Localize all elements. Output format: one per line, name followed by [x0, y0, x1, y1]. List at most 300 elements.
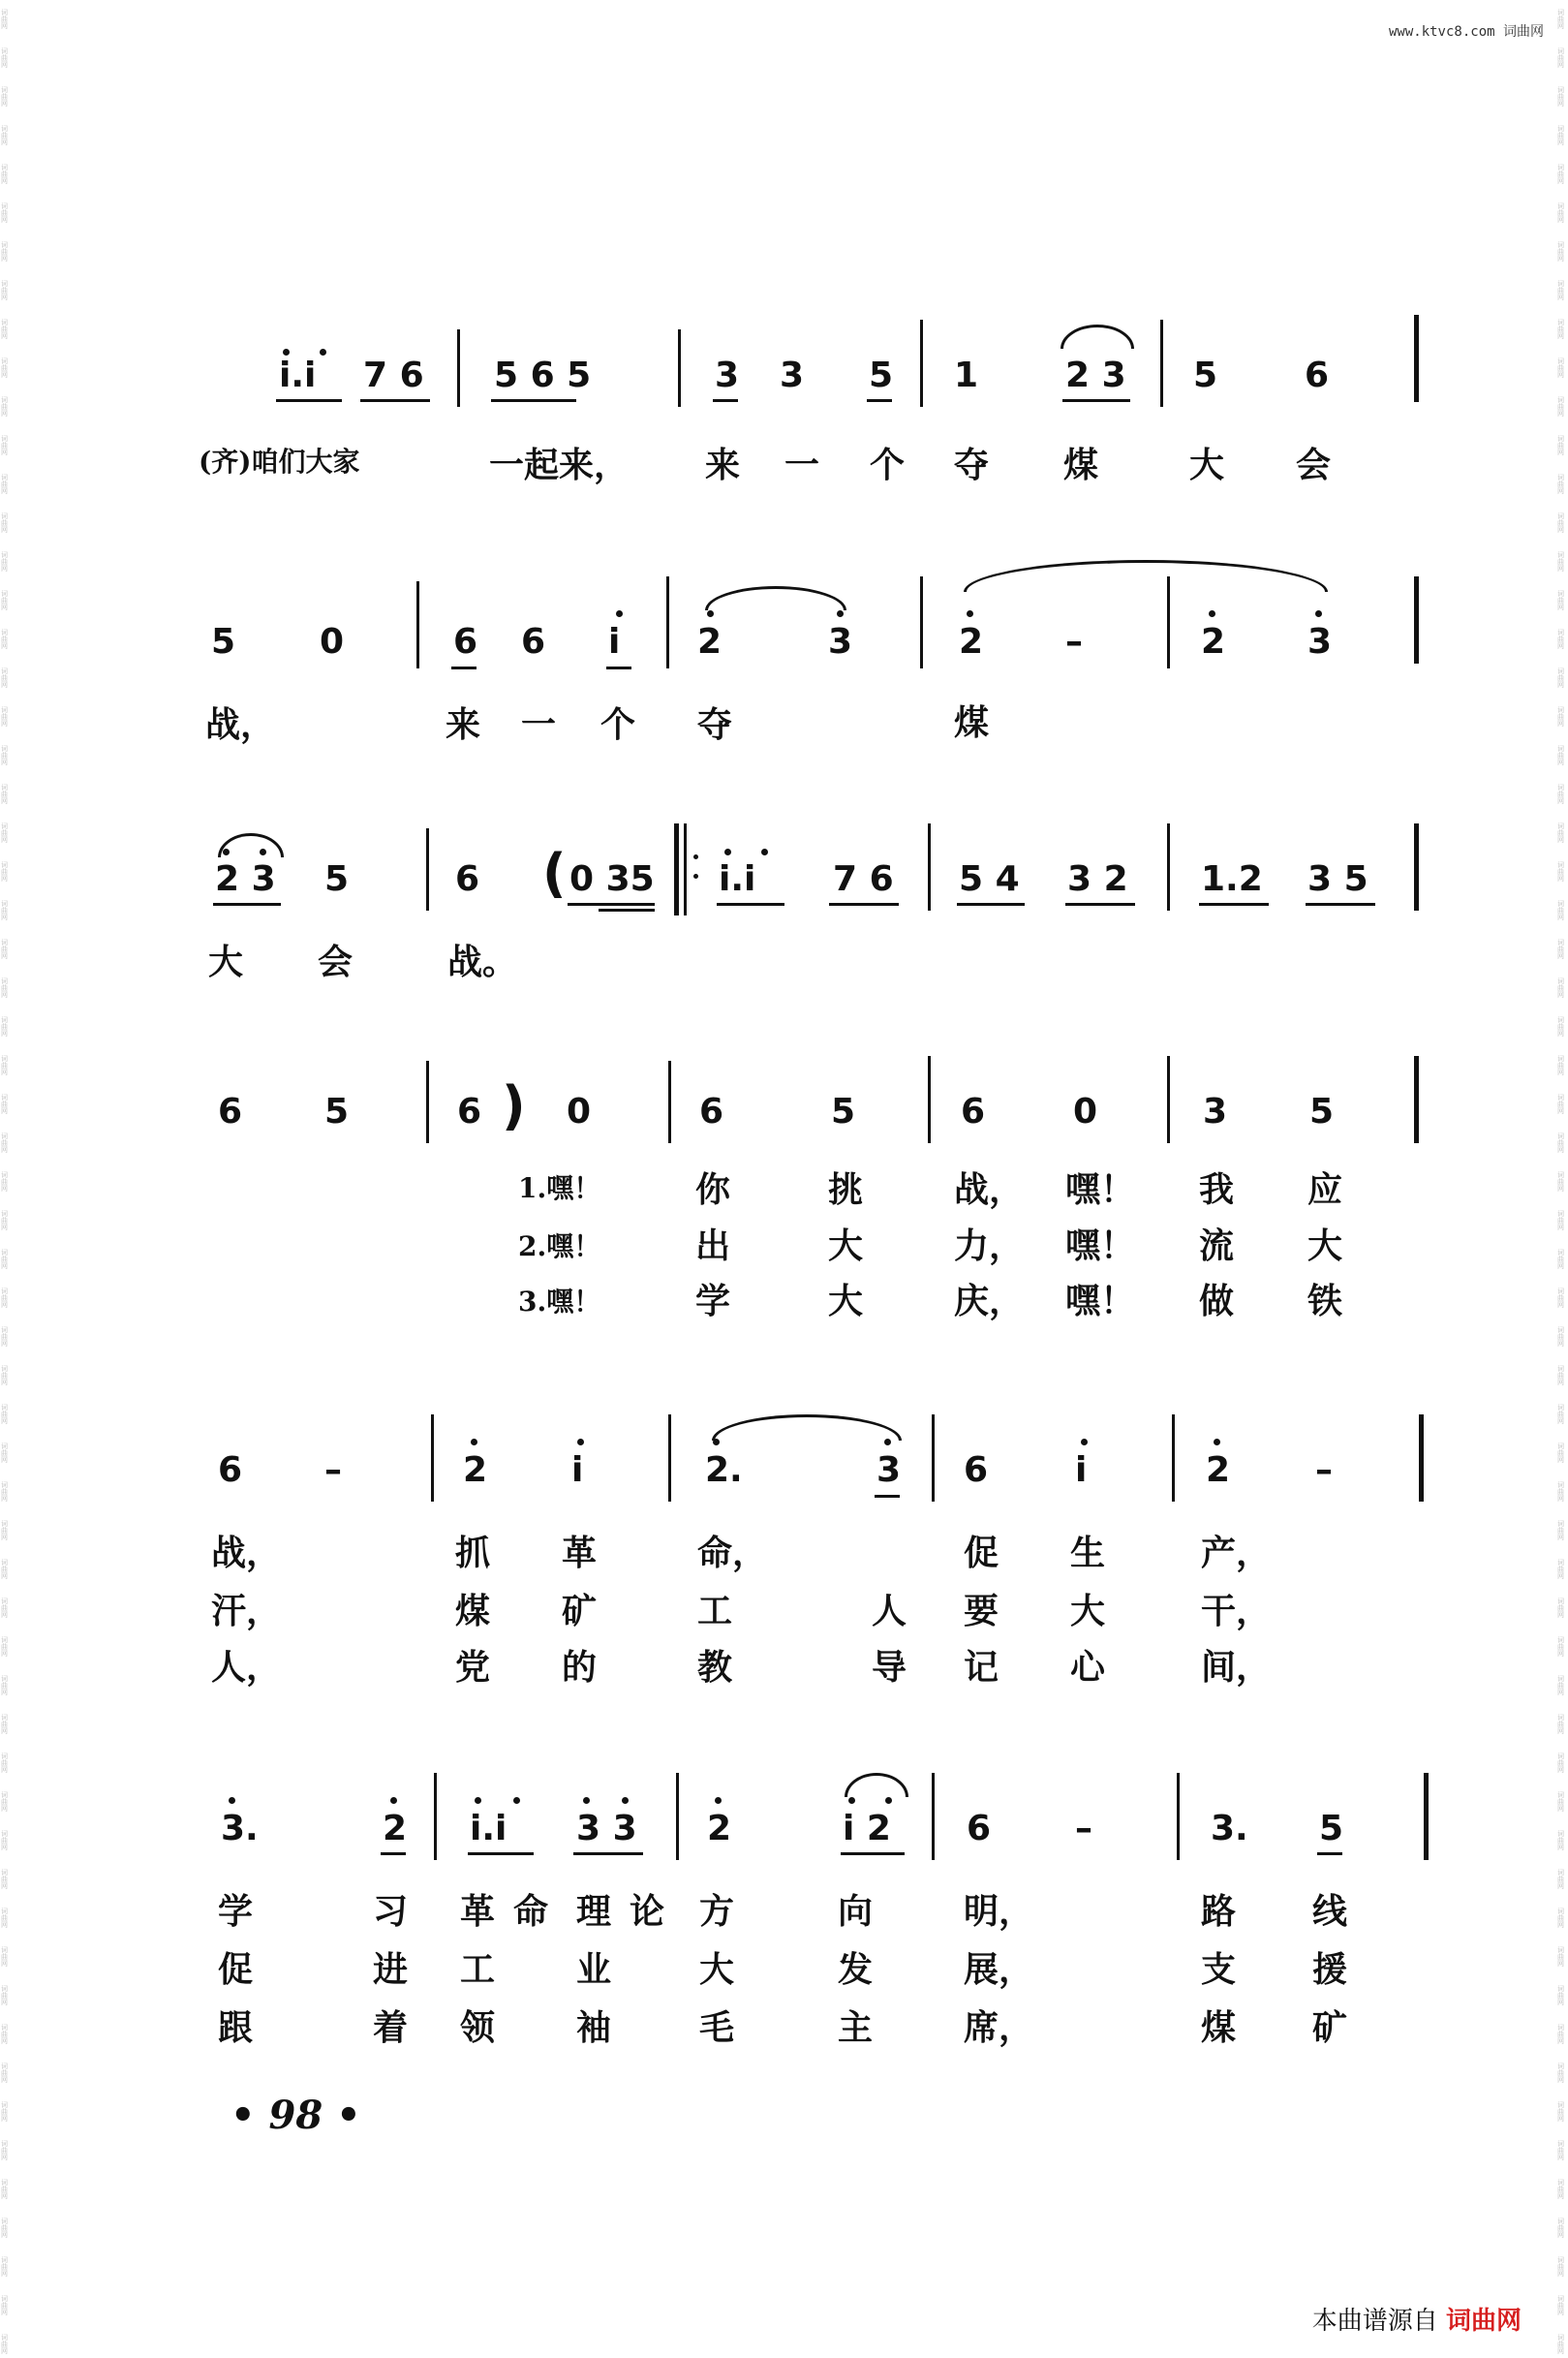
margin-watermark-text: 词曲网: [1, 629, 8, 650]
note: 6: [455, 859, 480, 899]
lyric: 汗，: [211, 1591, 282, 1631]
barline: [1167, 1056, 1170, 1143]
note-group: i.i: [279, 356, 317, 395]
barline: [426, 1061, 429, 1143]
margin-watermark-text: 词曲网: [1, 435, 8, 456]
barline: [676, 1773, 679, 1860]
note: 2: [1201, 622, 1226, 662]
margin-watermark-text: 词曲网: [1, 900, 8, 921]
margin-watermark-text: 词曲网: [1557, 1598, 1564, 1619]
margin-watermark-text: 词曲网: [1557, 1946, 1564, 1968]
paren-open: (: [542, 843, 567, 904]
note-group: 2 3: [1065, 356, 1126, 395]
note: 5: [1193, 356, 1218, 395]
note: 3.: [1211, 1809, 1248, 1848]
note: 6: [218, 1450, 243, 1490]
octave-dot: [724, 849, 731, 855]
margin-watermark-text: 词曲网: [1, 861, 8, 883]
lyric: 战，: [954, 1169, 1025, 1210]
note: 3: [780, 356, 805, 395]
beam-underline: [573, 1852, 643, 1855]
margin-watermark-text: 词曲网: [1557, 2140, 1564, 2161]
margin-watermark-text: 词曲网: [1557, 861, 1564, 883]
beam-underline: [841, 1852, 905, 1855]
barline: [668, 1414, 671, 1502]
lyric: 毛: [699, 2007, 735, 2048]
lyric: 支: [1201, 1949, 1237, 1990]
note: 2: [383, 1809, 408, 1848]
lyric: 煤: [455, 1591, 491, 1631]
note: 3: [828, 622, 853, 662]
note: 6: [521, 622, 546, 662]
lyric: 大: [1070, 1591, 1106, 1631]
octave-dot: [390, 1797, 397, 1804]
barline: [1177, 1773, 1180, 1860]
margin-watermark-text: 词曲网: [1, 1249, 8, 1270]
margin-watermark-text: 词曲网: [1557, 667, 1564, 689]
lyric: 人，: [211, 1647, 282, 1688]
lyric: 论: [630, 1891, 665, 1932]
margin-watermark-text: 词曲网: [1, 1055, 8, 1076]
lyric: 工: [460, 1949, 496, 1990]
lyric: 领: [460, 2007, 496, 2048]
margin-watermark-text: 词曲网: [1557, 1830, 1564, 1851]
beam-underline: [1317, 1852, 1342, 1855]
footer-site-link[interactable]: 词曲网: [1445, 2307, 1522, 2336]
margin-watermark-text: 词曲网: [1, 1481, 8, 1503]
beam-underline: [381, 1852, 406, 1855]
beam-underline: [276, 399, 342, 402]
barline: [431, 1414, 434, 1502]
lyric: 力，: [954, 1226, 1025, 1266]
lyric: 会: [1296, 445, 1332, 485]
note: 0: [1073, 1092, 1098, 1132]
margin-watermark-text: 词曲网: [1557, 9, 1564, 30]
lyric: 工: [697, 1591, 733, 1631]
margin-watermark-text: 词曲网: [1, 706, 8, 728]
barline: [1172, 1414, 1175, 1502]
lyric: 战。: [447, 942, 518, 982]
note: 5: [211, 622, 236, 662]
lyric: 展，: [964, 1949, 1034, 1990]
margin-watermark-text: 词曲网: [1, 474, 8, 495]
margin-watermark-text: 词曲网: [1557, 977, 1564, 999]
margin-watermark-text: 词曲网: [1557, 1249, 1564, 1270]
beam-underline: [957, 903, 1025, 906]
margin-watermark-text: 词曲网: [1, 2218, 8, 2239]
margin-watermark-text: 词曲网: [1, 1288, 8, 1309]
note: 3: [876, 1450, 902, 1490]
note: 0: [567, 1092, 592, 1132]
lyric: 会: [318, 942, 354, 982]
lyric: 记: [964, 1647, 999, 1688]
lyric: 庆，: [954, 1281, 1025, 1321]
margin-watermark-text: 词曲网: [1, 512, 8, 534]
margin-watermark-text: 词曲网: [1557, 2295, 1564, 2316]
lyric: 大: [699, 1949, 735, 1990]
margin-watermark-text: 词曲网: [1557, 357, 1564, 379]
barline: [1167, 576, 1170, 668]
octave-dot: [837, 610, 844, 617]
note: 1: [954, 356, 979, 395]
barline: [928, 1056, 931, 1143]
margin-watermark-text: 词曲网: [1, 2179, 8, 2200]
lyric: 学: [695, 1281, 731, 1321]
margin-watermark-text: 词曲网: [1557, 1171, 1564, 1193]
note: i: [1075, 1450, 1088, 1490]
margin-watermark-text: 词曲网: [1, 319, 8, 340]
margin-watermark-text: 词曲网: [1557, 551, 1564, 573]
note: 2.: [705, 1450, 743, 1490]
barline: [416, 581, 419, 668]
lyric: 流: [1199, 1226, 1235, 1266]
lyric: 的: [562, 1647, 598, 1688]
octave-dot: [1209, 610, 1215, 617]
margin-watermark-text: 词曲网: [1557, 706, 1564, 728]
lyric: 命，: [697, 1533, 768, 1573]
margin-watermark-text: 词曲网: [1, 1985, 8, 2006]
margin-watermark-text: 词曲网: [1, 202, 8, 224]
lyric: (齐)咱们大家: [199, 446, 360, 478]
note: 6: [218, 1092, 243, 1132]
margin-watermark-text: 词曲网: [1557, 1443, 1564, 1464]
margin-watermark-text: 词曲网: [1557, 629, 1564, 650]
lyric: 党: [455, 1647, 491, 1688]
margin-watermark-text: 词曲网: [1557, 1559, 1564, 1580]
octave-dot: [967, 610, 973, 617]
lyric: 你: [695, 1169, 731, 1210]
margin-watermark-text: 词曲网: [1557, 435, 1564, 456]
dash: –: [1065, 622, 1083, 662]
margin-watermark-text: 词曲网: [1557, 1481, 1564, 1503]
margin-watermark-text: 词曲网: [1, 396, 8, 418]
barline: [1167, 823, 1170, 911]
lyric: 大: [828, 1226, 864, 1266]
lyric: 席，: [964, 2007, 1034, 2048]
lyric: 袖: [576, 2007, 612, 2048]
lyric: 一: [521, 704, 557, 745]
margin-watermark-text: 词曲网: [1, 1559, 8, 1580]
margin-watermark-text: 词曲网: [1557, 125, 1564, 146]
beam-underline: [468, 1852, 534, 1855]
octave-dot: [761, 849, 768, 855]
lyric: 心: [1070, 1647, 1106, 1688]
beam-underline: [213, 903, 281, 906]
margin-watermark-text: 词曲网: [1557, 280, 1564, 301]
lyric: 向: [838, 1891, 874, 1932]
beam-underline: [360, 399, 430, 402]
note: 2: [959, 622, 984, 662]
margin-watermark-text: 词曲网: [1557, 1636, 1564, 1658]
barline: [666, 576, 669, 668]
margin-watermark-text: 词曲网: [1557, 202, 1564, 224]
note: 3: [1307, 622, 1333, 662]
margin-watermark-text: 词曲网: [1557, 1210, 1564, 1231]
octave-dot: [885, 1797, 892, 1804]
lyric: 要: [964, 1591, 999, 1631]
margin-watermark-text: 词曲网: [1, 1791, 8, 1813]
margin-watermark-text: 词曲网: [1557, 1714, 1564, 1735]
lyric: 大: [828, 1281, 864, 1321]
octave-dot: [622, 1797, 629, 1804]
repeat-barline: [684, 823, 687, 915]
beam-underline: [829, 903, 899, 906]
octave-dot: [713, 1439, 720, 1445]
note-group: 7 6: [363, 356, 424, 395]
source-footer: [1312, 2301, 1522, 2337]
note-group: 3 2: [1067, 859, 1128, 899]
lyric: 战，: [205, 704, 276, 745]
lyric: 我: [1199, 1169, 1235, 1210]
note-group: 2 3: [215, 859, 276, 899]
beam-underline: [568, 903, 655, 906]
margin-watermark-text: 词曲网: [1557, 2179, 1564, 2200]
lyric: 3.嘿！: [518, 1286, 601, 1318]
lyric: 嘿！: [1065, 1281, 1136, 1321]
margin-watermark-text: 词曲网: [1, 1869, 8, 1890]
lyric: 促: [218, 1949, 254, 1990]
barline: [928, 823, 931, 911]
margin-watermark-text: 词曲网: [1, 1404, 8, 1425]
note: i: [608, 622, 621, 662]
note-group: 7 6: [833, 859, 894, 899]
lyric: 做: [1199, 1281, 1235, 1321]
barline: [1160, 320, 1163, 407]
octave-dot: [884, 1439, 891, 1445]
lyric: 学: [218, 1891, 254, 1932]
beam-underline: [606, 667, 631, 669]
lyric: 煤: [1201, 2007, 1237, 2048]
lyric: 个: [600, 704, 636, 745]
margin-watermark-text: 词曲网: [1557, 512, 1564, 534]
lyric: 大: [1307, 1226, 1343, 1266]
note: 2: [463, 1450, 488, 1490]
lyric: 着: [373, 2007, 409, 2048]
margin-watermark-text: 词曲网: [1, 1132, 8, 1154]
margin-watermark-text: 词曲网: [1, 1908, 8, 1929]
barline: [1424, 1773, 1429, 1860]
margin-watermark-text: 词曲网: [1557, 939, 1564, 960]
margin-watermark-text: 词曲网: [1, 2295, 8, 2316]
lyric: 方: [699, 1891, 735, 1932]
note-group: i.i: [470, 1809, 507, 1848]
barline: [932, 1414, 935, 1502]
barline: [1414, 1056, 1419, 1143]
margin-watermark-text: 词曲网: [1557, 2063, 1564, 2084]
octave-dot: [577, 1439, 584, 1445]
barline: [1414, 315, 1419, 402]
slur: [1061, 325, 1134, 349]
lyric: 大: [208, 942, 244, 982]
margin-watermark-text: 词曲网: [1557, 822, 1564, 844]
margin-watermark-text: 词曲网: [1557, 1520, 1564, 1541]
lyric: 煤: [954, 702, 990, 743]
lyric: 路: [1201, 1891, 1237, 1932]
lyric: 1.嘿！: [518, 1172, 601, 1204]
margin-watermark-text: 词曲网: [1, 2140, 8, 2161]
note: 6: [699, 1092, 724, 1132]
lyric: 战，: [211, 1533, 282, 1573]
barline: [434, 1773, 437, 1860]
lyric: 煤: [1063, 445, 1099, 485]
margin-watermark-text: 词曲网: [1, 2256, 8, 2278]
beam-underline: [491, 399, 576, 402]
note: 5: [324, 859, 350, 899]
lyric: 主: [838, 2007, 874, 2048]
note: 2: [1206, 1450, 1231, 1490]
note: 5: [869, 356, 894, 395]
site-header: www.ktvc8.com 词曲网: [1388, 24, 1544, 40]
note: 6: [457, 1092, 482, 1132]
lyric: 抓: [455, 1533, 491, 1573]
slur: [705, 586, 846, 610]
lyric: 业: [576, 1949, 612, 1990]
margin-watermark-text: 词曲网: [1, 1714, 8, 1735]
margin-watermark-text: 词曲网: [1, 9, 8, 30]
margin-watermark-text: 词曲网: [1557, 1985, 1564, 2006]
octave-dot: [475, 1797, 481, 1804]
beam-underline: [867, 399, 892, 402]
lyric: 生: [1070, 1533, 1106, 1573]
note-group: 0 35: [569, 859, 655, 899]
note: 6: [453, 622, 478, 662]
margin-watermark-text: 词曲网: [1, 939, 8, 960]
note: 6: [967, 1809, 992, 1848]
octave-dot: [223, 849, 230, 855]
note: 3: [1203, 1092, 1228, 1132]
lyric: 干，: [1201, 1591, 1272, 1631]
slur: [964, 560, 1328, 592]
lyric: 个: [870, 445, 906, 485]
lyric: 2.嘿！: [518, 1230, 601, 1262]
note-group: 5 6 5: [494, 356, 592, 395]
lyric: 夺: [697, 704, 733, 745]
note-group: 3 3: [576, 1809, 637, 1848]
margin-watermark-text: 词曲网: [1, 2334, 8, 2355]
lyric: 发: [838, 1949, 874, 1990]
margin-watermark-text: 词曲网: [1557, 784, 1564, 805]
margin-watermark-text: 词曲网: [1, 1753, 8, 1774]
dash: –: [1315, 1450, 1333, 1490]
beam-underline: [451, 667, 477, 669]
margin-watermark-text: 词曲网: [1557, 1055, 1564, 1076]
margin-watermark-text: 词曲网: [1557, 47, 1564, 69]
margin-watermark-text: 词曲网: [1557, 2334, 1564, 2355]
note: 0: [320, 622, 345, 662]
lyric: 嘿！: [1065, 1226, 1136, 1266]
margin-watermark-text: 词曲网: [1, 2024, 8, 2045]
margin-watermark-text: 词曲网: [1557, 86, 1564, 108]
margin-watermark-text: 词曲网: [1, 280, 8, 301]
margin-watermark-text: 词曲网: [1, 590, 8, 611]
margin-watermark-text: 词曲网: [1, 1210, 8, 1231]
margin-watermark-text: 词曲网: [1557, 1094, 1564, 1115]
paren-close: ): [502, 1075, 526, 1136]
margin-watermark-text: 词曲网: [1, 1094, 8, 1115]
repeat-barline: [674, 823, 679, 915]
margin-watermark-text: 词曲网: [1557, 745, 1564, 766]
margin-watermark-text: 词曲网: [1, 1016, 8, 1038]
lyric: 援: [1312, 1949, 1348, 1990]
note: 3: [715, 356, 740, 395]
margin-watermark-text: 词曲网: [1557, 1365, 1564, 1386]
octave-dot: [513, 1797, 520, 1804]
margin-watermark-text: 词曲网: [1, 977, 8, 999]
note: 5: [1319, 1809, 1344, 1848]
margin-watermark-text: 词曲网: [1557, 1869, 1564, 1890]
beam-underline: [713, 399, 738, 402]
margin-watermark-text: 词曲网: [1, 2101, 8, 2123]
octave-dot: [471, 1439, 477, 1445]
lyric: 嘿！: [1065, 1169, 1136, 1210]
note: i: [571, 1450, 584, 1490]
lyric: 间，: [1201, 1647, 1272, 1688]
margin-watermark-text: 词曲网: [1557, 1016, 1564, 1038]
lyric: 跟: [218, 2007, 254, 2048]
margin-watermark-text: 词曲网: [1557, 1132, 1564, 1154]
lyric: 理: [576, 1891, 612, 1932]
margin-watermark-text: 词曲网: [1557, 1753, 1564, 1774]
lyric: 革: [460, 1891, 496, 1932]
margin-watermark-text: 词曲网: [1, 125, 8, 146]
margin-watermark-text: 词曲网: [1557, 319, 1564, 340]
octave-dot: [583, 1797, 590, 1804]
lyric: 教: [697, 1647, 733, 1688]
note: 5: [831, 1092, 856, 1132]
octave-dot: [1315, 610, 1322, 617]
margin-watermark-text: 词曲网: [1557, 474, 1564, 495]
margin-watermark-text: 词曲网: [1, 2063, 8, 2084]
lyric: 命: [513, 1891, 549, 1932]
note-group: i.i: [719, 859, 756, 899]
lyric: 来: [705, 445, 741, 485]
margin-watermark-text: 词曲网: [1557, 1675, 1564, 1696]
note: 2: [697, 622, 723, 662]
margin-watermark-text: 词曲网: [1, 551, 8, 573]
repeat-dot: [693, 874, 698, 879]
note: 5: [1309, 1092, 1335, 1132]
beam-underline: [717, 903, 784, 906]
lyric: 线: [1312, 1891, 1348, 1932]
left-margin-watermark: [0, 0, 12, 2358]
margin-watermark-text: 词曲网: [1557, 2101, 1564, 2123]
repeat-dot: [693, 854, 698, 859]
note-group: i 2: [843, 1809, 891, 1848]
note-group: 5 4: [959, 859, 1020, 899]
margin-watermark-text: 词曲网: [1557, 1404, 1564, 1425]
beam-underline: [875, 1495, 900, 1498]
margin-watermark-text: 词曲网: [1557, 590, 1564, 611]
octave-dot: [260, 849, 266, 855]
barline: [1419, 1414, 1424, 1502]
barline: [668, 1061, 671, 1143]
footer-source-label: 本曲谱源自: [1311, 2307, 1438, 2336]
lyric: 习: [373, 1891, 409, 1932]
lyric: 挑: [828, 1169, 864, 1210]
slur: [712, 1414, 902, 1441]
octave-dot: [1214, 1439, 1220, 1445]
lyric: 一起来，: [489, 445, 630, 485]
lyric: 导: [872, 1647, 907, 1688]
slur: [845, 1773, 908, 1797]
note: 6: [1305, 356, 1330, 395]
lyric: 夺: [954, 445, 990, 485]
barline: [1414, 576, 1419, 664]
beam-underline: [1199, 903, 1269, 906]
lyric: 大: [1189, 445, 1225, 485]
right-margin-watermark: [1556, 0, 1568, 2358]
margin-watermark-text: 词曲网: [1, 784, 8, 805]
